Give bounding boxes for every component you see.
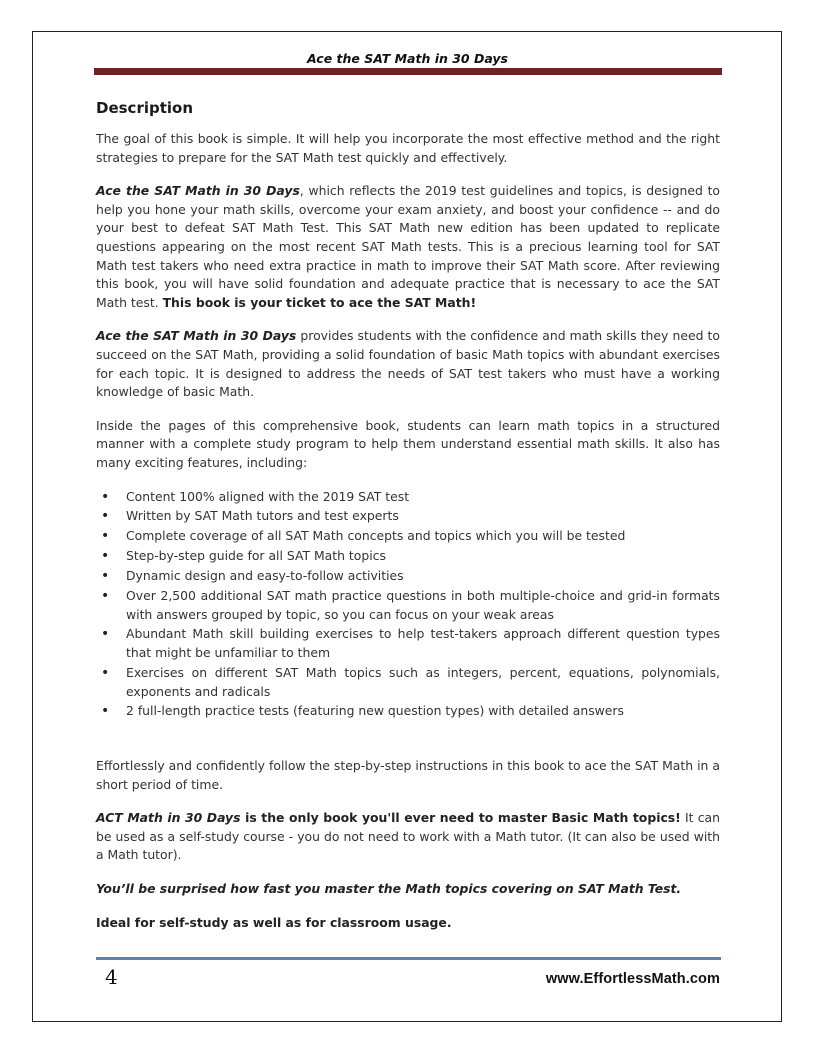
features-list (96, 488, 720, 722)
paragraph-only-book-body: It can be used as a self-study course - you do not need to work with a Math tutor. (It can also be used with a Math tutor). (96, 810, 720, 863)
paragraph-only-book (96, 809, 720, 865)
section-title: Description (96, 99, 194, 117)
book-title-emphasis-2: Ace the SAT Math in 30 Days (96, 328, 297, 344)
list-item: • Dynamic design and easy-to-follow activities (96, 567, 720, 586)
paragraph-surprised: You’ll be surprised how fast you master the Math topics covering on SAT Math Test. (96, 880, 682, 896)
paragraph-follow-steps: Effortlessly and confidently follow the step-by-step instructions in this book to ace the SAT Math in a short period of time. (96, 758, 720, 792)
list-item: • Complete coverage of all SAT Math concepts and topics which you will be tested (96, 527, 720, 546)
list-item: • 2 full-length practice tests (featuring new question types) with detailed answers (96, 702, 720, 721)
paragraph-confidence (96, 327, 720, 401)
list-item: • Content 100% aligned with the 2019 SAT test (96, 488, 720, 507)
running-header-title: Ace the SAT Math in 30 Days (307, 51, 508, 66)
act-title-emphasis: ACT Math in 30 Days (96, 810, 241, 826)
paragraph-goal: The goal of this book is simple. It will help you incorporate the most effective method and the right strategies to prepare for the SAT Math test quickly and effectively. (96, 131, 720, 165)
list-item: • Abundant Math skill building exercises to help test-takers approach different question types that might be unfamiliar to them (96, 625, 720, 662)
paragraph-features-intro: Inside the pages of this comprehensive book, students can learn math topics in a structured manner with a complete study program to help them understand essential math skills. It also has many exciting features, including: (96, 417, 720, 470)
list-item: • Exercises on different SAT Math topics such as integers, percent, equations, polynomials, exponents and radicals (96, 664, 720, 701)
paragraph-book-intro (96, 182, 720, 312)
page-number: 4 (105, 965, 118, 989)
footer-rule (96, 957, 721, 960)
paragraph-confidence-body: provides students with the confidence and math skills they need to succeed on the SAT Math, providing a solid foundation of basic Math topics with abundant exercises for each topic. It is designed to address the needs of SAT test takers who must have a working knowledge of basic Math. (96, 328, 720, 400)
paragraph-ideal: Ideal for self-study as well as for classroom usage. (96, 914, 452, 930)
page-content (96, 98, 720, 947)
list-item: • Step-by-step guide for all SAT Math topics (96, 547, 720, 566)
only-book-statement: is the only book you'll ever need to master Basic Math topics! (240, 810, 681, 826)
footer-website: www.EffortlessMath.com (545, 971, 720, 987)
paragraph-book-intro-body: , which reflects the 2019 test guidelines and topics, is designed to help you hone your math skills, overcome your exam anxiety, and boost your confidence -- and do your best to defeat SAT Math Test. This SAT Math new edition has been updated to replicate questions appearing on the most recent SAT Math tests. This is a precious learning tool for SAT Math test takers who need extra practice in math to improve their SAT Math score. After reviewing this book, you will have solid foundation and adequate practice that is necessary to ace the SAT Math test. (96, 183, 721, 310)
list-item: • Over 2,500 additional SAT math practice questions in both multiple-choice and grid-in formats with answers grouped by topic, so you can focus on your weak areas (96, 587, 720, 624)
header-rule (94, 68, 722, 75)
ticket-statement: This book is your ticket to ace the SAT Math! (162, 294, 477, 310)
book-title-emphasis: Ace the SAT Math in 30 Days (96, 183, 300, 199)
list-item: • Written by SAT Math tutors and test experts (96, 507, 720, 526)
